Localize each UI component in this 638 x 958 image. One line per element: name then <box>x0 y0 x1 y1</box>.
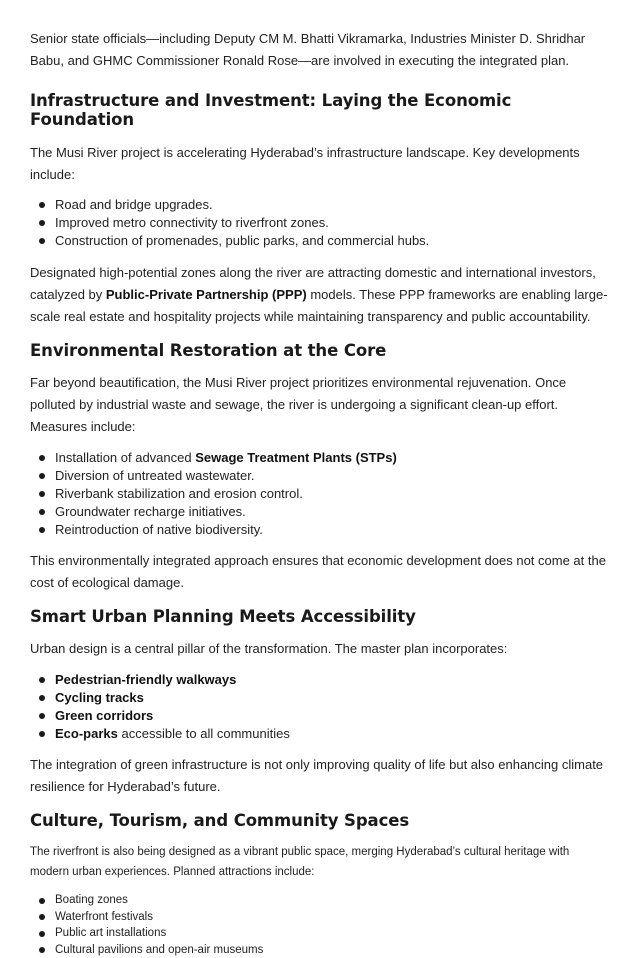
list-item: Boating zones <box>30 892 608 909</box>
urban-list <box>30 671 608 743</box>
culture-intro: The riverfront is also being designed as a vibrant public space, merging Hyderabad’s cultural heritage with modern urban experiences. Planned attractions include: <box>30 842 608 882</box>
environment-heading: Environmental Restoration at the Core <box>30 341 608 360</box>
list-item: Road and bridge upgrades. <box>30 196 608 214</box>
bullet-icon <box>39 491 45 497</box>
list-item: Public art installations <box>30 925 608 942</box>
infrastructure-intro: The Musi River project is accelerating Hyderabad’s infrastructure landscape. Key developments include: <box>30 142 608 186</box>
list-item: Installation of advanced Sewage Treatment Plants (STPs) <box>30 449 608 467</box>
list-item: Construction of promenades, public parks, and commercial hubs. <box>30 232 608 250</box>
bullet-icon <box>39 238 45 244</box>
environment-closing: This environmentally integrated approach ensures that economic development does not come at the cost of ecological damage. <box>30 550 608 594</box>
bullet-icon <box>39 713 45 719</box>
infrastructure-list <box>30 196 608 250</box>
bullet-icon <box>39 914 45 920</box>
urban-closing: The integration of green infrastructure is not only improving quality of life but also enhancing climate resilience for Hyderabad’s future. <box>30 754 608 798</box>
bullet-icon <box>39 695 45 701</box>
environment-list <box>30 449 608 539</box>
intro-paragraph: Senior state officials—including Deputy CM M. Bhatti Vikramarka, Industries Minister D. Shridhar Babu, and GHMC Commissioner Ronald Rose—are involved in executing the integrated plan. <box>30 28 608 72</box>
list-item: Riverbank stabilization and erosion control. <box>30 485 608 503</box>
infrastructure-heading: Infrastructure and Investment: Laying the Economic Foundation <box>30 91 608 129</box>
bullet-icon <box>39 202 45 208</box>
list-item: Groundwater recharge initiatives. <box>30 503 608 521</box>
list-item: Improved metro connectivity to riverfront zones. <box>30 214 608 232</box>
list-item: Cycling tracks <box>30 689 608 707</box>
bullet-icon <box>39 527 45 533</box>
urban-heading: Smart Urban Planning Meets Accessibility <box>30 607 608 626</box>
investment-paragraph: Designated high-potential zones along the river are attracting domestic and international investors, catalyzed by Public-Private Partnership (PPP) models. These PPP frameworks are enabling large-scale real estate and hospitality projects while maintaining transparency and public accountability. <box>30 262 608 328</box>
bullet-icon <box>39 947 45 953</box>
list-item: Waterfront festivals <box>30 909 608 926</box>
bullet-icon <box>39 677 45 683</box>
bullet-icon <box>39 455 45 461</box>
bullet-icon <box>39 473 45 479</box>
bullet-icon <box>39 220 45 226</box>
list-item: Diversion of untreated wastewater. <box>30 467 608 485</box>
environment-intro: Far beyond beautification, the Musi River project prioritizes environmental rejuvenation. Once polluted by industrial waste and sewage, the river is undergoing a significant clean-up effort. Measures include: <box>30 372 608 438</box>
culture-heading: Culture, Tourism, and Community Spaces <box>30 811 608 830</box>
ppp-highlight: Public-Private Partnership (PPP) <box>106 287 307 302</box>
list-item: Green corridors <box>30 707 608 725</box>
list-item: Reintroduction of native biodiversity. <box>30 521 608 539</box>
bullet-icon <box>39 509 45 515</box>
bullet-icon <box>39 931 45 937</box>
bullet-icon <box>39 898 45 904</box>
culture-list <box>30 892 608 958</box>
list-item: Cultural pavilions and open-air museums <box>30 942 608 958</box>
bullet-icon <box>39 731 45 737</box>
list-item: Eco-parks accessible to all communities <box>30 725 608 743</box>
list-item: Pedestrian-friendly walkways <box>30 671 608 689</box>
urban-intro: Urban design is a central pillar of the transformation. The master plan incorporates: <box>30 638 608 660</box>
